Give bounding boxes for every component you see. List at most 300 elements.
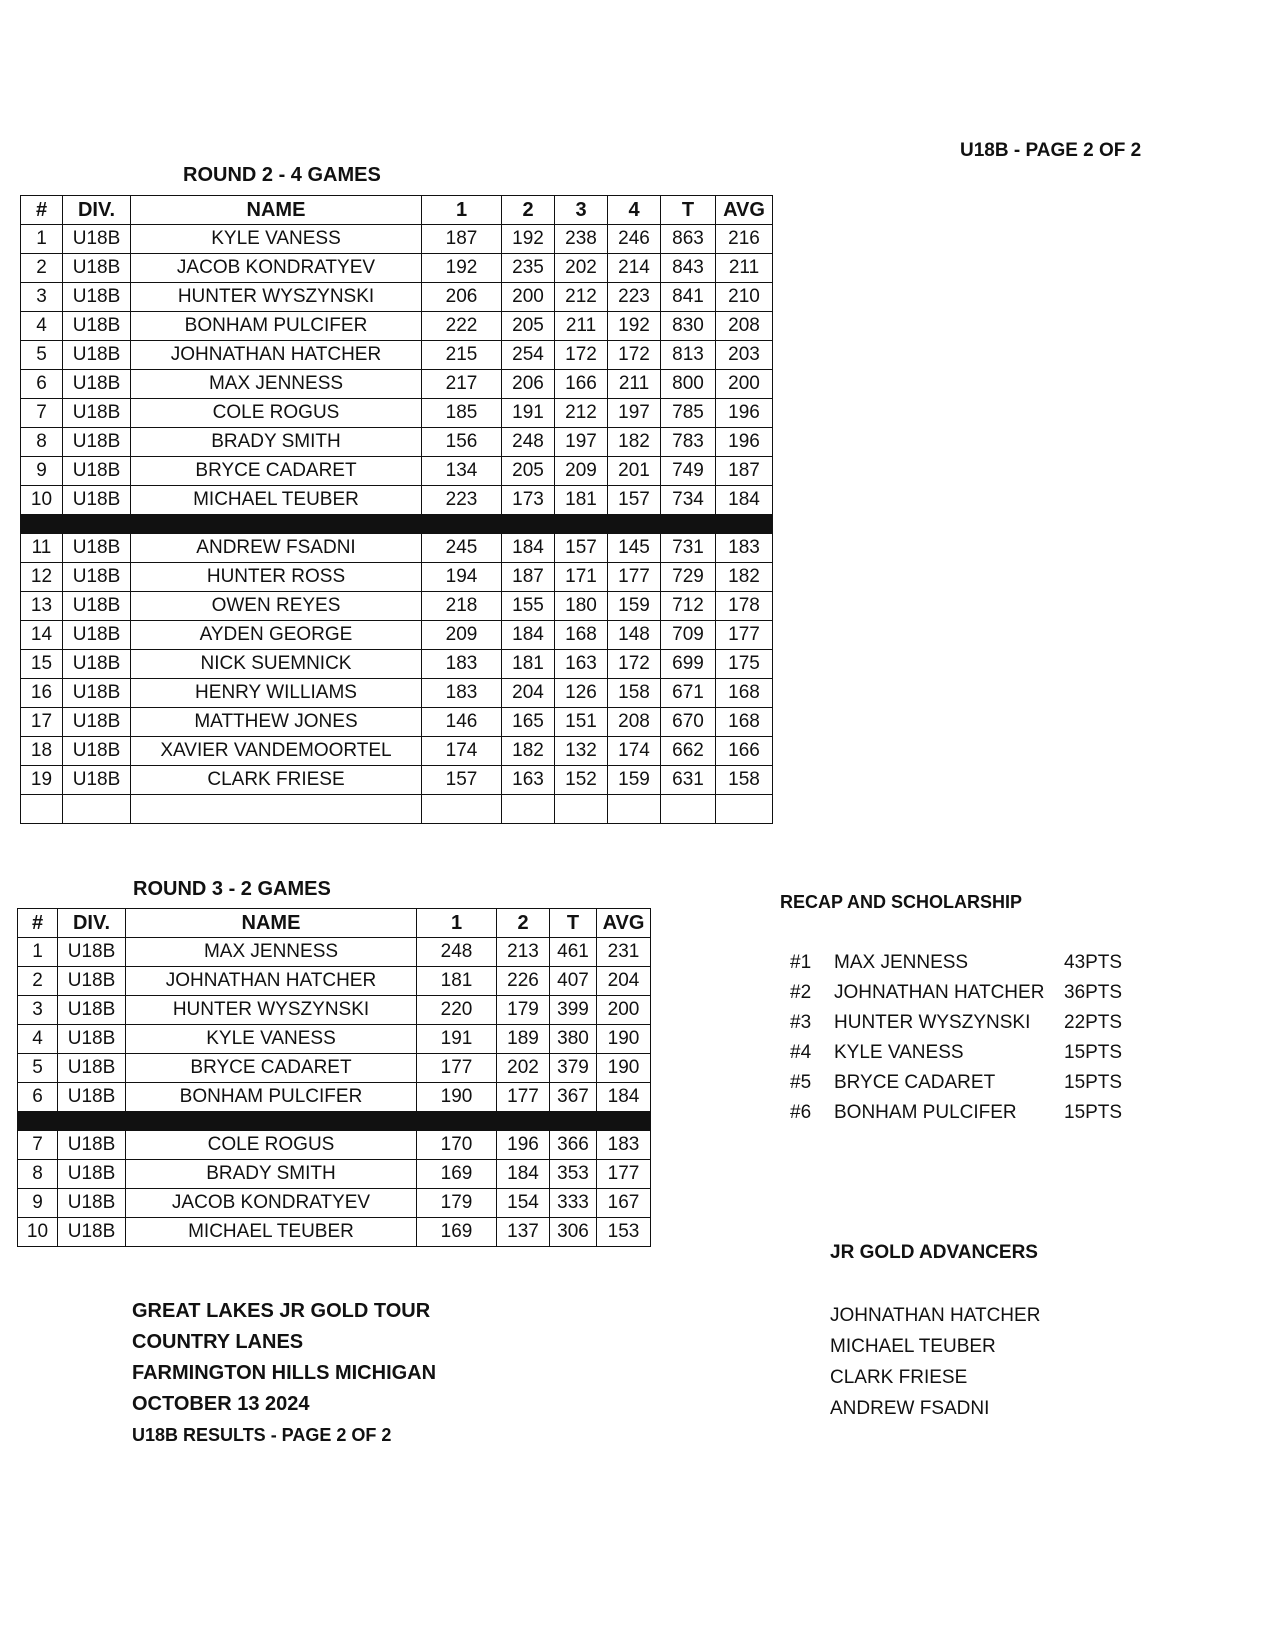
table-row [18, 1189, 651, 1218]
table-cell: U18B [63, 534, 131, 563]
table-cell: U18B [63, 312, 131, 341]
column-header: DIV. [63, 196, 131, 225]
table-row [21, 399, 773, 428]
table-cell: 200 [502, 283, 555, 312]
table-cell: 214 [608, 254, 661, 283]
table-cell: 182 [502, 737, 555, 766]
table-cell: 179 [417, 1189, 497, 1218]
table-row [18, 938, 651, 967]
table-cell: BRYCE CADARET [131, 457, 422, 486]
table-cell: AYDEN GEORGE [131, 621, 422, 650]
table-cell: 132 [555, 737, 608, 766]
recap-title: RECAP AND SCHOLARSHIP [780, 892, 1023, 912]
column-header: # [18, 909, 58, 938]
table-cell: 174 [422, 737, 502, 766]
table-cell: 212 [555, 283, 608, 312]
table-cell: 209 [555, 457, 608, 486]
table-row [21, 737, 773, 766]
recap-pts: 22PTS [1064, 1012, 1123, 1033]
recap-name: BONHAM PULCIFER [834, 1102, 1017, 1123]
table-cell: XAVIER VANDEMOORTEL [131, 737, 422, 766]
table-cell: 217 [422, 370, 502, 399]
table-cell: 169 [417, 1218, 497, 1247]
table-cell: 9 [21, 457, 63, 486]
table-cell: U18B [63, 457, 131, 486]
table-cell: 248 [502, 428, 555, 457]
table-cell: 177 [608, 563, 661, 592]
table-cell: 220 [417, 996, 497, 1025]
table-row [21, 650, 773, 679]
table-cell: 15 [21, 650, 63, 679]
recap-row [790, 1008, 1150, 1038]
column-header: T [661, 196, 716, 225]
table-cell: U18B [63, 370, 131, 399]
table-cell: 155 [502, 592, 555, 621]
table-cell: 163 [502, 766, 555, 795]
footer-tour-name: GREAT LAKES JR GOLD TOUR [132, 1300, 431, 1322]
empty-row [21, 795, 773, 824]
table-cell: 148 [608, 621, 661, 650]
table-cell: 168 [716, 679, 773, 708]
table-cell: 671 [661, 679, 716, 708]
column-header: NAME [126, 909, 417, 938]
table-cell: 729 [661, 563, 716, 592]
table-row [21, 592, 773, 621]
table-cell: 190 [597, 1054, 651, 1083]
table-cell: 7 [18, 1131, 58, 1160]
cutline-separator [21, 515, 773, 534]
table-cell: MAX JENNESS [126, 938, 417, 967]
table-cell: 783 [661, 428, 716, 457]
table-cell: U18B [63, 592, 131, 621]
empty-cell [716, 795, 773, 824]
table-cell: 191 [502, 399, 555, 428]
table-cell: 168 [555, 621, 608, 650]
table-cell: 179 [497, 996, 550, 1025]
table-cell: U18B [63, 737, 131, 766]
table-cell: 235 [502, 254, 555, 283]
recap-name: HUNTER WYSZYNSKI [834, 1012, 1031, 1033]
recap-list [790, 948, 1150, 1128]
table-cell: 709 [661, 621, 716, 650]
table-cell: 170 [417, 1131, 497, 1160]
table-cell: 166 [555, 370, 608, 399]
table-cell: 205 [502, 312, 555, 341]
table-cell: 2 [21, 254, 63, 283]
recap-pts: 15PTS [1064, 1072, 1123, 1093]
table-cell: 734 [661, 486, 716, 515]
table-cell: BRYCE CADARET [126, 1054, 417, 1083]
table-cell: JACOB KONDRATYEV [126, 1189, 417, 1218]
table-cell: 8 [21, 428, 63, 457]
recap-name: BRYCE CADARET [834, 1072, 996, 1093]
table-row [21, 254, 773, 283]
table-row [18, 1083, 651, 1112]
round3-results-table [17, 908, 651, 1247]
column-header: 2 [502, 196, 555, 225]
table-cell: 177 [417, 1054, 497, 1083]
table-cell: 223 [422, 486, 502, 515]
table-cell: 1 [18, 938, 58, 967]
table-cell: 231 [597, 938, 651, 967]
advancer-name: MICHAEL TEUBER [830, 1336, 996, 1357]
table-cell: 184 [497, 1160, 550, 1189]
table-cell: 17 [21, 708, 63, 737]
table-cell: 306 [550, 1218, 597, 1247]
table-cell: 185 [422, 399, 502, 428]
round3-title: ROUND 3 - 2 GAMES [133, 878, 331, 900]
advancers-list [830, 1300, 1040, 1424]
table-row [21, 457, 773, 486]
table-cell: 181 [555, 486, 608, 515]
table-row [21, 621, 773, 650]
table-cell: 152 [555, 766, 608, 795]
table-cell: 189 [497, 1025, 550, 1054]
table-cell: U18B [58, 967, 126, 996]
table-row [21, 563, 773, 592]
table-cell: 210 [716, 283, 773, 312]
table-cell: 192 [422, 254, 502, 283]
table-cell: 190 [417, 1083, 497, 1112]
table-row [21, 225, 773, 254]
table-cell: 167 [597, 1189, 651, 1218]
table-cell: 134 [422, 457, 502, 486]
column-header: 1 [417, 909, 497, 938]
table-cell: 157 [555, 534, 608, 563]
table-cell: 5 [21, 341, 63, 370]
table-row [18, 1218, 651, 1247]
cutline-bar [21, 515, 773, 534]
table-cell: 201 [608, 457, 661, 486]
table-cell: 18 [21, 737, 63, 766]
table-cell: 180 [555, 592, 608, 621]
table-cell: U18B [63, 428, 131, 457]
table-cell: 163 [555, 650, 608, 679]
table-cell: 154 [497, 1189, 550, 1218]
table-cell: 166 [716, 737, 773, 766]
table-cell: 353 [550, 1160, 597, 1189]
table-row [18, 1054, 651, 1083]
table-cell: 3 [18, 996, 58, 1025]
table-cell: 843 [661, 254, 716, 283]
empty-cell [422, 795, 502, 824]
table-cell: JACOB KONDRATYEV [131, 254, 422, 283]
table-cell: 172 [608, 650, 661, 679]
table-cell: 211 [716, 254, 773, 283]
table-row [21, 312, 773, 341]
table-cell: 204 [597, 967, 651, 996]
table-cell: 145 [608, 534, 661, 563]
table-cell: BRADY SMITH [126, 1160, 417, 1189]
table-cell: U18B [63, 341, 131, 370]
table-cell: 248 [417, 938, 497, 967]
table-cell: 226 [497, 967, 550, 996]
table-row [21, 283, 773, 312]
table-cell: 213 [497, 938, 550, 967]
advancer-name: CLARK FRIESE [830, 1367, 968, 1388]
table-cell: JOHNATHAN HATCHER [126, 967, 417, 996]
table-cell: U18B [58, 1218, 126, 1247]
table-cell: 6 [21, 370, 63, 399]
table-cell: 379 [550, 1054, 597, 1083]
table-cell: 211 [608, 370, 661, 399]
table-cell: HUNTER ROSS [131, 563, 422, 592]
table-cell: 212 [555, 399, 608, 428]
table-cell: 16 [21, 679, 63, 708]
table-row [21, 341, 773, 370]
table-cell: 813 [661, 341, 716, 370]
table-cell: 6 [18, 1083, 58, 1112]
table-cell: U18B [63, 225, 131, 254]
table-cell: U18B [63, 486, 131, 515]
table-cell: MICHAEL TEUBER [131, 486, 422, 515]
table-cell: U18B [58, 1160, 126, 1189]
table-cell: 223 [608, 283, 661, 312]
table-cell: 165 [502, 708, 555, 737]
table-cell: 192 [608, 312, 661, 341]
event-footer [132, 1296, 436, 1451]
table-cell: HUNTER WYSZYNSKI [131, 283, 422, 312]
recap-rank: #6 [790, 1102, 812, 1123]
table-row [21, 428, 773, 457]
empty-cell [131, 795, 422, 824]
table-cell: 208 [608, 708, 661, 737]
table-cell: 670 [661, 708, 716, 737]
table-cell: 203 [716, 341, 773, 370]
table-cell: 712 [661, 592, 716, 621]
table-cell: 168 [716, 708, 773, 737]
table-cell: 173 [502, 486, 555, 515]
table-cell: 238 [555, 225, 608, 254]
cutline-bar [18, 1112, 651, 1131]
table-cell: 187 [716, 457, 773, 486]
table-cell: 182 [716, 563, 773, 592]
recap-rank: #4 [790, 1042, 812, 1063]
table-cell: 197 [555, 428, 608, 457]
table-row [21, 370, 773, 399]
recap-row [790, 1098, 1150, 1128]
advancers-title: JR GOLD ADVANCERS [830, 1242, 1038, 1263]
table-cell: 197 [608, 399, 661, 428]
table-cell: 216 [716, 225, 773, 254]
table-cell: 184 [716, 486, 773, 515]
table-cell: 172 [608, 341, 661, 370]
table-cell: HENRY WILLIAMS [131, 679, 422, 708]
cutline-separator [18, 1112, 651, 1131]
advancer-name: JOHNATHAN HATCHER [830, 1305, 1041, 1326]
table-cell: 13 [21, 592, 63, 621]
table-cell: 200 [716, 370, 773, 399]
table-cell: 174 [608, 737, 661, 766]
empty-cell [555, 795, 608, 824]
table-cell: 200 [597, 996, 651, 1025]
table-cell: COLE ROGUS [126, 1131, 417, 1160]
table-cell: 5 [18, 1054, 58, 1083]
table-cell: 184 [502, 534, 555, 563]
table-cell: 196 [716, 428, 773, 457]
recap-name: KYLE VANESS [834, 1042, 964, 1063]
table-cell: KYLE VANESS [126, 1025, 417, 1054]
recap-row [790, 948, 1150, 978]
table-cell: MAX JENNESS [131, 370, 422, 399]
recap-row [790, 1068, 1150, 1098]
recap-pts: 36PTS [1064, 982, 1123, 1003]
recap-rank: #3 [790, 1012, 812, 1033]
table-cell: BONHAM PULCIFER [126, 1083, 417, 1112]
table-cell: 177 [497, 1083, 550, 1112]
table-cell: U18B [58, 1025, 126, 1054]
column-header: 2 [497, 909, 550, 938]
column-header: 4 [608, 196, 661, 225]
table-cell: 177 [597, 1160, 651, 1189]
table-cell: 407 [550, 967, 597, 996]
table-row [21, 708, 773, 737]
table-cell: 380 [550, 1025, 597, 1054]
column-header: NAME [131, 196, 422, 225]
table-cell: 159 [608, 592, 661, 621]
table-row [18, 1160, 651, 1189]
table-cell: 183 [422, 650, 502, 679]
table-cell: 731 [661, 534, 716, 563]
table-cell: 196 [497, 1131, 550, 1160]
table-cell: 169 [417, 1160, 497, 1189]
table-cell: 19 [21, 766, 63, 795]
table-cell: OWEN REYES [131, 592, 422, 621]
table-cell: 749 [661, 457, 716, 486]
table-cell: 172 [555, 341, 608, 370]
table-cell: 366 [550, 1131, 597, 1160]
table-cell: MATTHEW JONES [131, 708, 422, 737]
table-cell: 157 [422, 766, 502, 795]
table-cell: 3 [21, 283, 63, 312]
recap-name: MAX JENNESS [834, 952, 969, 973]
table-cell: 181 [502, 650, 555, 679]
empty-cell [21, 795, 63, 824]
page-label: U18B - PAGE 2 OF 2 [960, 140, 1142, 161]
footer-location: FARMINGTON HILLS MICHIGAN [132, 1362, 437, 1384]
table-cell: 863 [661, 225, 716, 254]
table-cell: U18B [63, 708, 131, 737]
table-cell: BONHAM PULCIFER [131, 312, 422, 341]
recap-rank: #2 [790, 982, 812, 1003]
recap-pts: 15PTS [1064, 1102, 1123, 1123]
empty-cell [63, 795, 131, 824]
table-cell: 159 [608, 766, 661, 795]
table-cell: 246 [608, 225, 661, 254]
table-cell: U18B [63, 621, 131, 650]
table-cell: 187 [502, 563, 555, 592]
table-cell: U18B [58, 938, 126, 967]
recap-rank: #5 [790, 1072, 812, 1093]
table-cell: 196 [716, 399, 773, 428]
table-cell: U18B [58, 1131, 126, 1160]
table-cell: 211 [555, 312, 608, 341]
table-cell: 184 [502, 621, 555, 650]
table-cell: U18B [63, 283, 131, 312]
table-cell: 209 [422, 621, 502, 650]
table-cell: 631 [661, 766, 716, 795]
table-cell: 206 [502, 370, 555, 399]
table-cell: 333 [550, 1189, 597, 1218]
table-cell: 181 [417, 967, 497, 996]
table-cell: CLARK FRIESE [131, 766, 422, 795]
table-cell: 137 [497, 1218, 550, 1247]
table-cell: 7 [21, 399, 63, 428]
column-header: AVG [597, 909, 651, 938]
table-cell: U18B [58, 1189, 126, 1218]
table-cell: 245 [422, 534, 502, 563]
table-cell: 126 [555, 679, 608, 708]
column-header: DIV. [58, 909, 126, 938]
table-cell: 10 [21, 486, 63, 515]
column-header: 1 [422, 196, 502, 225]
table-cell: 156 [422, 428, 502, 457]
round2-title: ROUND 2 - 4 GAMES [183, 164, 381, 186]
table-cell: 157 [608, 486, 661, 515]
empty-cell [661, 795, 716, 824]
table-cell: U18B [63, 679, 131, 708]
table-cell: 206 [422, 283, 502, 312]
table-cell: NICK SUEMNICK [131, 650, 422, 679]
table-cell: COLE ROGUS [131, 399, 422, 428]
table-cell: MICHAEL TEUBER [126, 1218, 417, 1247]
table-cell: 4 [18, 1025, 58, 1054]
table-cell: 192 [502, 225, 555, 254]
table-cell: 800 [661, 370, 716, 399]
table-cell: 785 [661, 399, 716, 428]
table-cell: 367 [550, 1083, 597, 1112]
table-cell: 9 [18, 1189, 58, 1218]
table-cell: 202 [497, 1054, 550, 1083]
table-cell: 182 [608, 428, 661, 457]
recap-row [790, 1038, 1150, 1068]
table-cell: 4 [21, 312, 63, 341]
table-cell: 178 [716, 592, 773, 621]
table-cell: ANDREW FSADNI [131, 534, 422, 563]
table-cell: 183 [716, 534, 773, 563]
table-cell: 184 [597, 1083, 651, 1112]
table-cell: 177 [716, 621, 773, 650]
table-cell: U18B [63, 650, 131, 679]
recap-pts: 43PTS [1064, 952, 1123, 973]
table-cell: 191 [417, 1025, 497, 1054]
table-cell: 190 [597, 1025, 651, 1054]
table-cell: 187 [422, 225, 502, 254]
table-cell: 699 [661, 650, 716, 679]
column-header: AVG [716, 196, 773, 225]
table-cell: 208 [716, 312, 773, 341]
table-cell: 171 [555, 563, 608, 592]
table-row [18, 996, 651, 1025]
table-cell: 215 [422, 341, 502, 370]
table-cell: 254 [502, 341, 555, 370]
table-row [21, 486, 773, 515]
table-cell: 151 [555, 708, 608, 737]
table-cell: 158 [716, 766, 773, 795]
table-cell: 8 [18, 1160, 58, 1189]
table-cell: 218 [422, 592, 502, 621]
table-cell: 14 [21, 621, 63, 650]
table-cell: 10 [18, 1218, 58, 1247]
footer-date: OCTOBER 13 2024 [132, 1393, 310, 1415]
table-cell: U18B [58, 1083, 126, 1112]
column-header: 3 [555, 196, 608, 225]
table-cell: JOHNATHAN HATCHER [131, 341, 422, 370]
recap-row [790, 978, 1150, 1008]
table-cell: 841 [661, 283, 716, 312]
table-row [18, 1131, 651, 1160]
table-cell: U18B [63, 766, 131, 795]
